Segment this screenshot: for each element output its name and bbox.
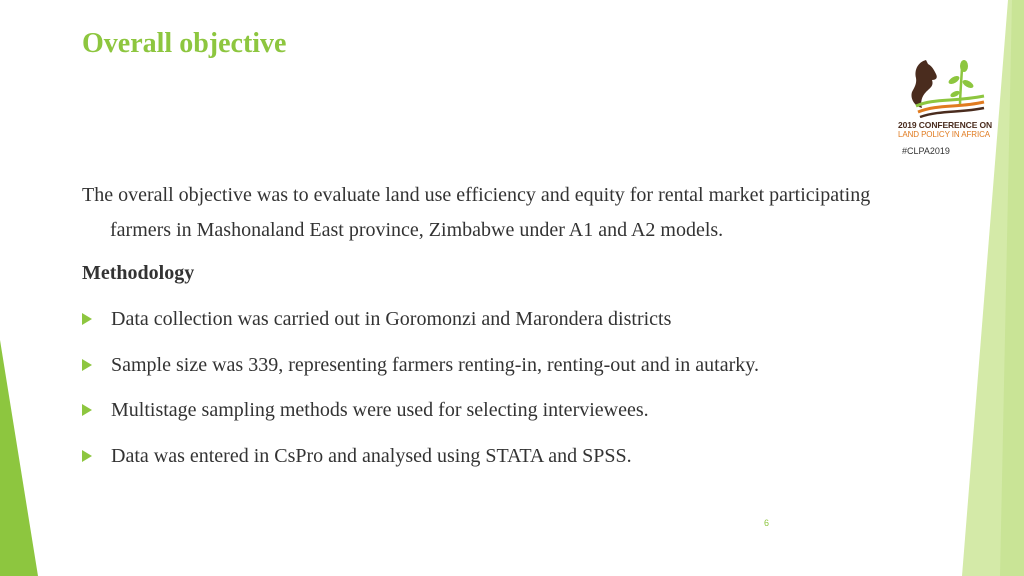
slide-title: Overall objective	[82, 28, 287, 59]
conference-logo	[892, 56, 992, 160]
bullet-text: Multistage sampling methods were used for selecting interviewees.	[111, 399, 649, 421]
objective-line-1: The overall objective was to evaluate land use efficiency and equity for rental market participating	[82, 184, 871, 206]
bullet-text: Data was entered in CsPro and analysed using STATA and SPSS.	[111, 445, 632, 467]
logo-hashtag: #CLPA2019	[902, 146, 950, 156]
objective-paragraph	[82, 178, 982, 248]
triangle-right-icon	[82, 359, 92, 371]
methodology-heading: Methodology	[82, 262, 195, 284]
logo-graphic-icon	[904, 56, 986, 118]
triangle-right-icon	[82, 450, 92, 462]
logo-land-policy-text: LAND POLICY IN AFRICA	[898, 130, 991, 139]
bullet-text: Sample size was 339, representing farmers renting-in, renting-out and in autarky.	[111, 354, 759, 376]
left-green-wedge	[0, 340, 38, 576]
triangle-right-icon	[82, 313, 92, 325]
bullet-text: Data collection was carried out in Goromonzi and Marondera districts	[111, 308, 672, 330]
triangle-right-icon	[82, 404, 92, 416]
objective-line-2: farmers in Mashonaland East province, Zimbabwe under A1 and A2 models.	[110, 219, 724, 241]
logo-conference-text: 2019 CONFERENCE ON	[898, 120, 993, 130]
page-number: 6	[764, 518, 770, 528]
